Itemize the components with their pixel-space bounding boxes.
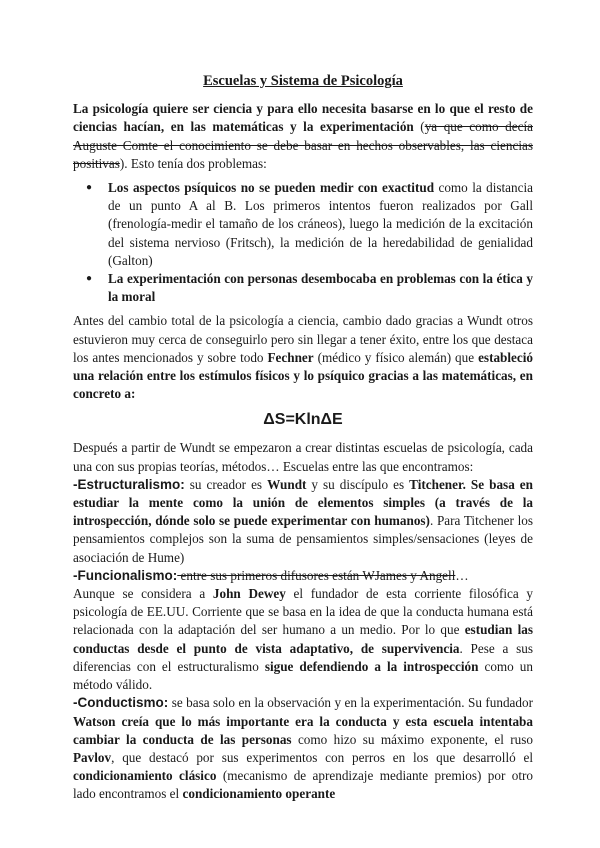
estructuralismo-heading: -Estructuralismo: (73, 476, 185, 492)
func-bold1: John Dewey (212, 586, 286, 602)
funcionalismo-heading: -Funcionalismo: (73, 567, 178, 583)
problems-list (73, 179, 533, 306)
estr-text2: y su discípulo es (306, 476, 410, 492)
cond-text3: , que destacó por sus experimentos con perros en los que desarrolló el (111, 749, 533, 765)
para2-bold2: estableció una relación entre los estímulos físicos y lo psíquico gracias a las matemáticas, en concreto a: (73, 349, 534, 402)
func-struck-text: entre sus primeros difusores están WJames y Angell (177, 567, 456, 583)
fechner-formula: ΔS=KlnΔE (263, 411, 343, 429)
intro-open-paren: ( (413, 119, 425, 135)
cond-text2: como hizo su máximo exponente, el ruso (291, 731, 533, 747)
schools-intro-paragraph: Después a partir de Wundt se empezaron a crear distintas escuelas de psicología, cada una con sus propias teorías, métodos… Escuelas entre las que encontramos: (73, 440, 533, 474)
intro-paragraph (73, 100, 533, 173)
func-text1: Aunque se considera a (73, 586, 213, 602)
func-text3: . Pese a sus diferencias con el estructuralismo (73, 640, 533, 674)
func-text4: como un método válido. (73, 658, 533, 693)
estr-bold1: Wundt (267, 476, 307, 492)
estr-text3: . Para Titchener los pensamientos complejos son la suma de pensamientos simples/sensaciones (leyes de asociación de Hume) (73, 513, 533, 565)
cond-bold2: Pavlov (73, 749, 112, 765)
intro-bold-text: La psicología quiere ser ciencia y para ello necesita basarse en lo que el resto de ciencias hacían, en las matemáticas y la experimentación (73, 101, 533, 135)
bullet1-bold: Los aspectos psíquicos no se pueden medir con exactitud (108, 180, 435, 196)
func-text2: el fundador de esta corriente filosófica y psicología de EE.UU. Corriente que se basa en la idea de que la conducta humana está relacionada con la adaptación del ser humano a un medio. Por lo que (73, 586, 533, 638)
bullet2-bold: La experimentación con personas desembocaba en problemas con la ética y la moral (108, 271, 533, 305)
fechner-paragraph (73, 312, 533, 403)
fechner-name: Fechner (267, 349, 314, 365)
list-item (108, 179, 533, 270)
bullet1-text: como la distancia de un punto A al B. Los primeros intentos fueron realizados por Gall (frenología-medir el tamaño de los cráneos), luego la medición de la excitación del sistema nervioso (Fritsch), la medición de la heredabilidad de genialidad (Galton) (108, 180, 534, 268)
intro-struck-text: ya que como decía Auguste Comte el conocimiento se debe basar en hechos observables, las ciencias positivas (73, 119, 533, 171)
func-bold3: sigue defendiendo a la introspección (264, 658, 479, 674)
cond-bold1: Watson creía que lo más importante era la conducta y esta escuela intentaba cambiar la conducta de las personas (73, 713, 533, 747)
cond-text1: se basa solo en la observación y en la experimentación. Su fundador (168, 695, 533, 711)
cond-text4: (mecanismo de aprendizaje mediante premios) por otro lado encontramos el (73, 768, 534, 802)
estr-bold2: Titchener. Se basa en estudiar la mente como la unión de elementos simples (a través de la introspección, dónde solo se puede experimentar con humanos) (73, 476, 533, 529)
para2-text2: (médico y físico alemán) que (313, 349, 479, 365)
intro-closing-text: ). Esto tenía dos problemas: (119, 155, 267, 171)
para2-text1: Antes del cambio total de la psicología a ciencia, cambio dado gracias a Wundt otros estuvieron muy cerca de conseguirlo pero sin llegar a tener éxito, entre los que destaca los antes mencionados y sobre todo (73, 313, 533, 365)
estr-text1: su creador es (184, 476, 268, 492)
cond-bold3: condicionamiento clásico (73, 768, 217, 784)
cond-bold4: condicionamiento operante (182, 786, 336, 802)
document-title: Escuelas y Sistema de Psicología (203, 73, 403, 89)
funcionalismo-paragraph (73, 567, 533, 694)
document-page (73, 72, 533, 804)
conductismo-paragraph (73, 694, 533, 803)
conductismo-heading: -Conductismo: (73, 695, 169, 711)
func-ellipsis: … (455, 567, 469, 583)
estructuralismo-paragraph (73, 476, 533, 567)
list-item (108, 270, 533, 306)
func-bold2: estudian las conductas desde el punto de vista adaptativo, de supervivencia (73, 622, 533, 656)
